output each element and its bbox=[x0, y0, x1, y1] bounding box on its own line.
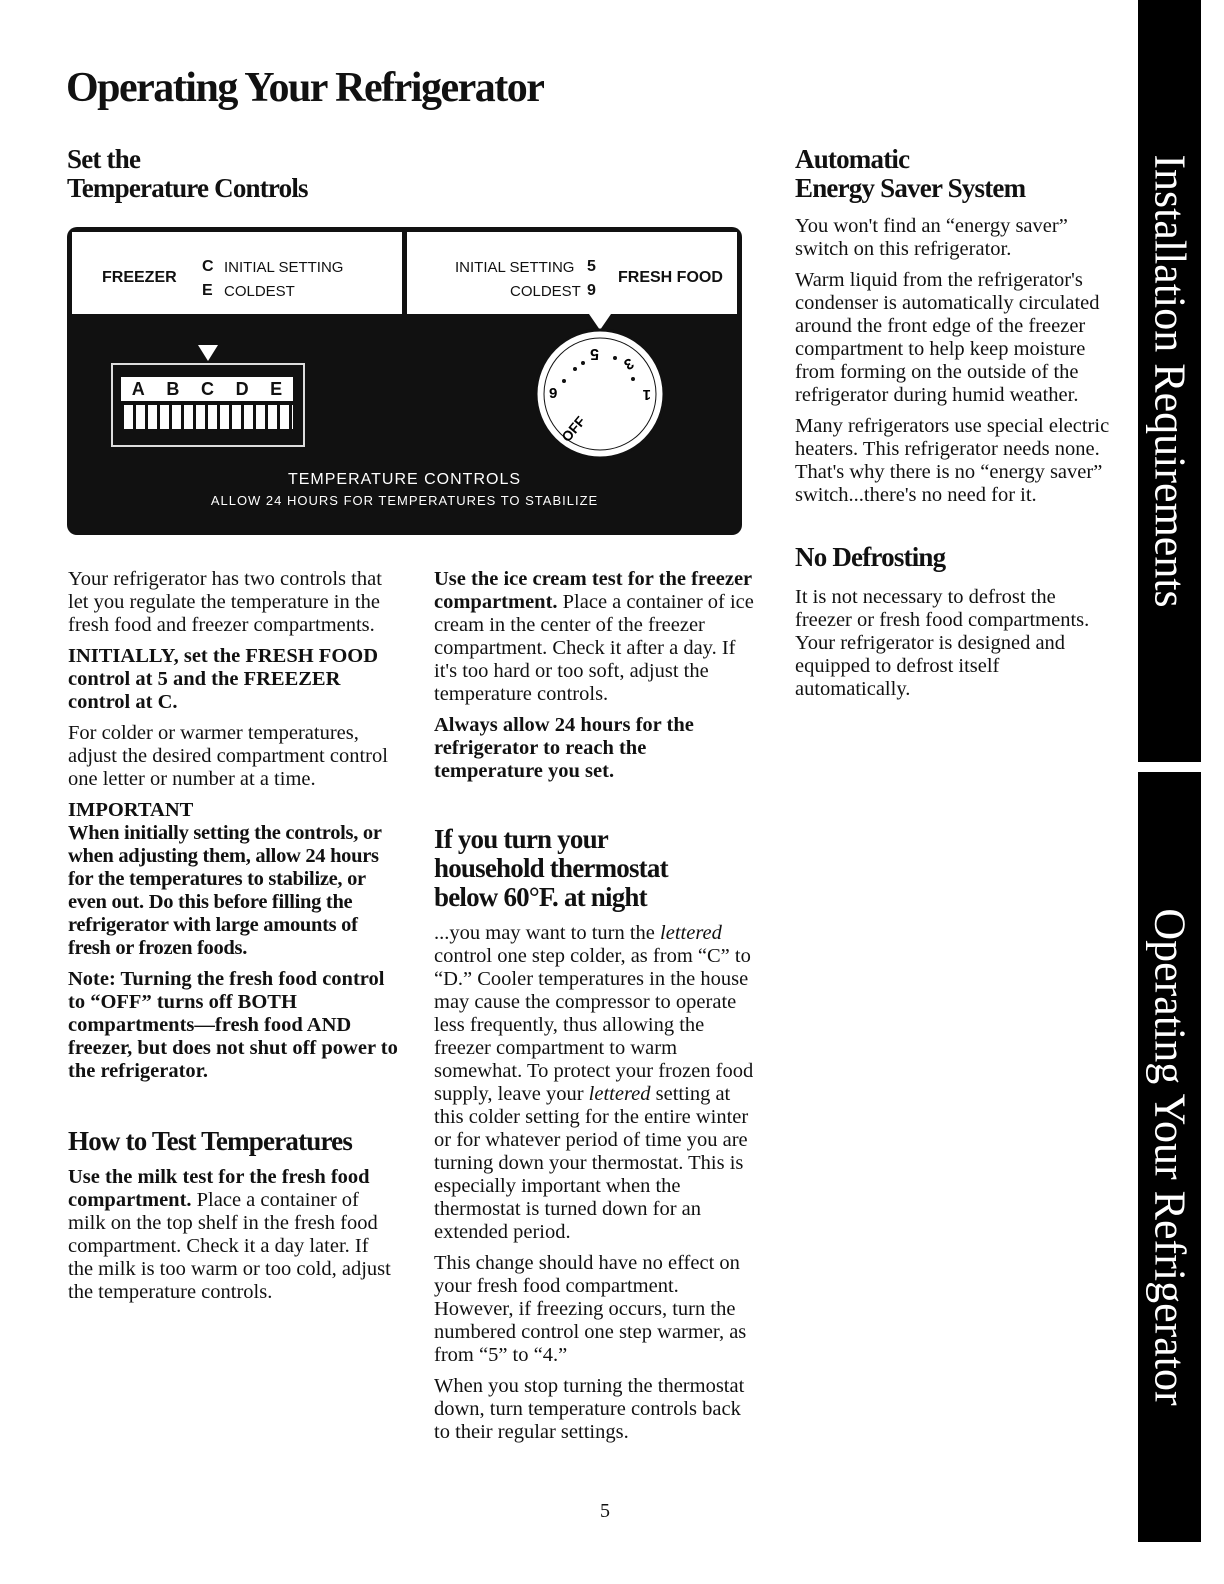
tab-installation-label: Installation Requirements bbox=[1145, 154, 1194, 608]
thermostat-paragraph-2: This change should have no effect on your fresh food compartment. However, if freezing occurs, turn the numbered control one step warmer, as from “5” to “4.” bbox=[434, 1252, 747, 1366]
test-temperatures-heading: How to Test Temperatures bbox=[68, 1126, 353, 1156]
thermostat-text-a: ...you may want to turn the bbox=[434, 922, 655, 944]
energy-paragraph-2: Warm liquid from the refrigerator's condenser is automatically circulated around the front edge of the freezer compartment to help keep moisture from forming on the outside of the refrigerator during humid weather. bbox=[795, 269, 1100, 406]
middle-column bbox=[434, 568, 754, 1452]
dial-letter-d: D bbox=[235, 378, 249, 399]
fresh-coldest-number: 9 bbox=[587, 282, 596, 299]
thermostat-text-b: control one step colder, as from “C” to “D.” Cooler temperatures in the house may cause the compressor to operate less frequently, thus allowing the freezer compartment to warm somewhat. To protect your frozen food supply, leave your bbox=[434, 945, 754, 1105]
adjust-paragraph: For colder or warmer temperatures, adjust the desired compartment control one letter or number at a time. bbox=[68, 722, 388, 790]
knob-label-5: 5 bbox=[590, 345, 599, 362]
fresh-food-label-box bbox=[407, 232, 737, 314]
fresh-food-control-knob[interactable] bbox=[533, 327, 667, 461]
tab-installation-requirements[interactable] bbox=[1138, 0, 1201, 762]
thermostat-paragraph-1 bbox=[434, 922, 754, 1244]
dial-letter-b: B bbox=[166, 378, 180, 399]
dial-letter-c: C bbox=[200, 378, 214, 399]
fresh-initial-number: 5 bbox=[587, 258, 596, 275]
tab-operating-label: Operating Your Refrigerator bbox=[1145, 908, 1194, 1406]
important-label: IMPORTANT bbox=[68, 799, 194, 821]
fresh-coldest-text: COLDEST bbox=[510, 283, 581, 300]
defrost-paragraph: It is not necessary to defrost the freezer or fresh food compartments. Your refrigerator is designed and equipped to defrost itself automatically. bbox=[795, 586, 1090, 700]
set-controls-heading-line1: Set the bbox=[67, 144, 141, 174]
set-controls-heading-line2: Temperature Controls bbox=[67, 173, 308, 203]
set-controls-heading bbox=[67, 145, 308, 203]
temperature-control-panel bbox=[67, 227, 742, 535]
energy-paragraph-1: You won't find an “energy saver” switch on this refrigerator. bbox=[795, 215, 1068, 260]
left-column bbox=[68, 568, 398, 1312]
thermostat-heading-line3: below 60°F. at night bbox=[434, 882, 647, 912]
freezer-e-letter: E bbox=[202, 282, 213, 299]
freezer-dial-ticks bbox=[121, 405, 293, 429]
milk-test-text: Place a container of milk on the top shelf in the fresh food compartment. Check it a day later. If the milk is too warm or too cold, adjust the temperature controls. bbox=[68, 1189, 391, 1303]
allow-24-hours-paragraph: Always allow 24 hours for the refrigerator to reach the temperature you set. bbox=[434, 714, 694, 782]
milk-test-lead: Use the milk test for the fresh food compartment. bbox=[68, 1166, 370, 1211]
energy-paragraph-3: Many refrigerators use special electric heaters. This refrigerator needs none. That's why there is no “energy saver” switch...there's no need for it. bbox=[795, 415, 1110, 506]
panel-caption: TEMPERATURE CONTROLS bbox=[287, 471, 522, 488]
freezer-coldest-text: COLDEST bbox=[224, 283, 295, 300]
freezer-pointer-icon bbox=[198, 345, 218, 361]
knob-label-1: 1 bbox=[642, 386, 651, 403]
initial-setting-paragraph: INITIALLY, set the FRESH FOOD control at 5 and the FREEZER control at C. bbox=[68, 645, 379, 713]
lettered-emphasis: lettered bbox=[660, 922, 722, 944]
important-paragraph: When initially setting the controls, or when adjusting them, allow 24 hours for the temperatures to stabilize, or even out. Do this before filling the refrigerator with large amounts of fresh or frozen foods. bbox=[68, 822, 382, 959]
panel-subcaption: ALLOW 24 HOURS FOR TEMPERATURES TO STABILIZE bbox=[210, 493, 599, 508]
knob-label-3: 3 bbox=[620, 354, 637, 374]
intro-paragraph: Your refrigerator has two controls that let you regulate the temperature in the fresh food and freezer compartments. bbox=[68, 568, 382, 636]
milk-test-paragraph bbox=[68, 1166, 398, 1304]
note-paragraph: Note: Turning the fresh food control to “OFF” turns off BOTH compartments—fresh food AND freezer, but does not shut off power to the refrigerator. bbox=[68, 968, 398, 1082]
freezer-label-box bbox=[72, 232, 402, 314]
thermostat-heading-line2: household thermostat bbox=[434, 853, 668, 883]
freezer-dial-letters bbox=[121, 377, 293, 401]
page-title: Operating Your Refrigerator bbox=[66, 65, 544, 111]
knob-label-off: OFF bbox=[558, 413, 589, 445]
freezer-initial-text: INITIAL SETTING bbox=[224, 259, 344, 276]
dial-letter-a: A bbox=[131, 378, 145, 399]
no-defrosting-heading: No Defrosting bbox=[795, 542, 946, 572]
ice-cream-test-paragraph bbox=[434, 568, 754, 706]
fresh-initial-text: INITIAL SETTING bbox=[455, 259, 575, 276]
freezer-control-dial[interactable] bbox=[111, 363, 305, 447]
thermostat-heading-line1: If you turn your bbox=[434, 824, 608, 854]
thermostat-text-c: setting at this colder setting for the entire winter or for whatever period of time you are turning down your thermostat. This is especially important when the thermostat is turned down for an extended period. bbox=[434, 1083, 749, 1243]
lettered-emphasis-2: lettered bbox=[588, 1083, 651, 1105]
page-number: 5 bbox=[600, 1500, 610, 1522]
fresh-food-label: FRESH FOOD bbox=[618, 269, 723, 286]
energy-saver-heading-line2: Energy Saver System bbox=[795, 173, 1026, 203]
dial-letter-e: E bbox=[270, 378, 283, 399]
tab-operating-your-refrigerator[interactable] bbox=[1138, 772, 1201, 1542]
right-column bbox=[795, 145, 1115, 709]
freezer-c-letter: C bbox=[202, 258, 214, 275]
ice-cream-test-text: Place a container of ice cream in the center of the freezer compartment. Check it after a day. If it's too hard or too soft, adjust the temperature controls. bbox=[434, 591, 754, 705]
knob-label-9: 9 bbox=[549, 385, 558, 402]
thermostat-paragraph-3: When you stop turning the thermostat down, turn temperature controls back to their regular settings. bbox=[434, 1375, 745, 1443]
freezer-label: FREEZER bbox=[102, 269, 177, 286]
energy-saver-heading-line1: Automatic bbox=[795, 144, 910, 174]
ice-cream-test-lead: Use the ice cream test for the freezer compartment. bbox=[434, 568, 752, 613]
